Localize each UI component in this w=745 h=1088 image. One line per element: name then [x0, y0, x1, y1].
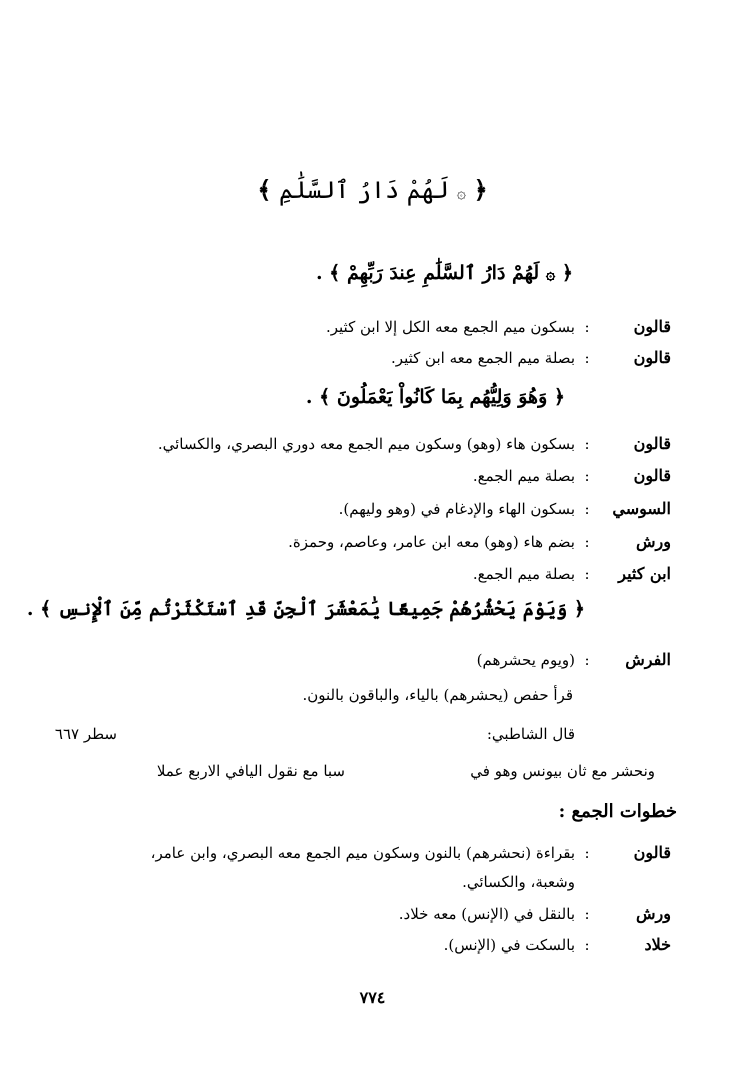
poem-second-hemistich: سبا مع نقول اليافي الاربع عملا [156, 762, 345, 780]
ornate-bracket-open-icon: ﴿ [473, 175, 488, 204]
colon-separator: : [584, 533, 590, 551]
page-number: ٧٧٤ [359, 988, 386, 1007]
entry-row [339, 498, 671, 520]
title-text: لَهُمْ دَارُ ٱلسَّلَٰمِ [279, 176, 449, 204]
step-row [444, 934, 671, 956]
reader-label: قالون [633, 434, 671, 453]
step-row [151, 842, 671, 864]
farsh-explanation: قرأ حفص (يحشرهم) بالياء، والباقون بالنون. [302, 686, 573, 704]
steps-heading: خطوات الجمع : [558, 801, 677, 822]
colon-separator: : [584, 467, 590, 485]
reader-label: قالون [633, 348, 671, 367]
verse-1-text: لَهُمْ دَارُ ٱلسَّلَٰمِ عِندَ رَبِّهِمْ [346, 262, 540, 284]
reader-label: السوسي [612, 499, 671, 518]
colon-separator: : [584, 500, 590, 518]
reader-label: خلاد [644, 935, 671, 954]
farsh-label: الفرش [625, 650, 671, 669]
reader-label: قالون [633, 317, 671, 336]
reader-label: قالون [633, 843, 671, 862]
colon-separator: : [584, 905, 590, 923]
step-text: بالسكت في (الإنس). [443, 936, 575, 954]
step-row [399, 903, 671, 925]
colon-separator: : [584, 318, 590, 336]
section-title [0, 170, 745, 213]
farsh-word: (ويوم يحشرهم) [476, 651, 575, 669]
entry-text: بسكون الهاء والإدغام في (وهو وليهم). [338, 500, 575, 518]
shatibi-label: قال الشاطبي: [486, 725, 575, 743]
entry-text: بصلة ميم الجمع معه ابن كثير. [391, 349, 575, 367]
rub-el-hizb-icon: ۞ [456, 183, 466, 202]
reader-label: ابن كثير [618, 564, 671, 583]
rub-el-hizb-icon: ۞ [545, 264, 556, 283]
step-text: بالنقل في (الإنس) معه خلاد. [398, 905, 575, 923]
verse-1 [316, 262, 573, 285]
entry-row [288, 531, 671, 553]
step-continuation: وشعبة، والكسائي. [462, 873, 575, 891]
poem-first-hemistich: ونحشر مع ثان بيونس وهو في [470, 762, 655, 780]
colon-separator: : [584, 936, 590, 954]
entry-row [473, 563, 671, 585]
entry-text: بسكون ميم الجمع معه الكل إلا ابن كثير. [325, 318, 575, 336]
entry-text: بضم هاء (وهو) معه ابن عامر، وعاصم، وحمزة. [288, 533, 575, 551]
ornate-bracket-close-icon: ﴾ [257, 175, 272, 204]
entry-text: بصلة ميم الجمع. [472, 467, 575, 485]
verse-2: ﴿ وَهُوَ وَلِيُّهُم بِمَا كَانُواْ يَعْمَلُونَ ﴾ . [305, 386, 565, 408]
colon-separator: : [584, 565, 590, 583]
step-text: بقراءة (نحشرهم) بالنون وسكون ميم الجمع معه البصري، وابن عامر، [150, 844, 575, 862]
reader-label: ورش [636, 532, 671, 551]
entry-row [473, 465, 671, 487]
entry-row [391, 347, 671, 369]
colon-separator: : [584, 349, 590, 367]
reader-label: ورش [636, 904, 671, 923]
ornate-bracket-open-icon: ﴿ [561, 262, 573, 284]
verse-3: ﴿ وَيَوْمَ يَحْشُرُهُمْ جَمِيعًا يَٰمَعْشَرَ ٱلْجِنِّ قَدِ ٱسْتَكْثَرْتُم مِّنَ ٱلْإِنسِ ﴾ . [26, 598, 585, 620]
entry-row [158, 433, 671, 455]
poem-line-reference: سطر ٦٦٧ [54, 725, 117, 743]
colon-separator: : [584, 651, 590, 669]
entry-text: بسكون هاء (وهو) وسكون ميم الجمع معه دوري البصري، والكسائي. [157, 435, 575, 453]
colon-separator: : [584, 844, 590, 862]
colon-separator: : [584, 435, 590, 453]
reader-label: قالون [633, 466, 671, 485]
farsh-row [477, 649, 671, 671]
entry-text: بصلة ميم الجمع. [472, 565, 575, 583]
ornate-bracket-close-icon: ﴾ . [315, 262, 341, 284]
entry-row [326, 316, 671, 338]
